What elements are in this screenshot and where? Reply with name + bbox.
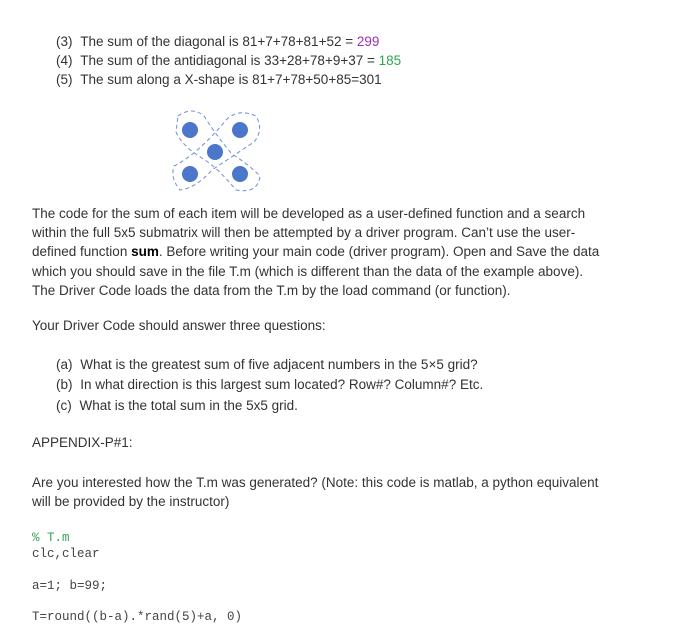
list-item: (3) The sum of the diagonal is 81+7+78+81+52 = 299 (56, 34, 380, 49)
diagonal-sum-value: 299 (356, 34, 380, 49)
code-line: a=1; b=99; (32, 579, 108, 593)
x-shape-dots-icon (168, 106, 268, 198)
appendix-text: Are you interested how the T.m was generated? (Note: this code is matlab, a python equivalent will be provided by the instructor) (32, 475, 599, 510)
code-comment: % T.m (32, 531, 70, 545)
antidiagonal-sum-value: 185 (378, 53, 402, 68)
list-item: (4) The sum of the antidiagonal is 33+28+78+9+37 = 185 (56, 53, 402, 68)
questions-intro: Your Driver Code should answer three questions: (32, 318, 326, 333)
question-item: (c) What is the total sum in the 5x5 grid. (56, 398, 298, 413)
code-line: T=round((b-a).*rand(5)+a, 0) (32, 610, 243, 624)
question-item: (a) What is the greatest sum of five adjacent numbers in the 5×5 grid? (56, 357, 478, 372)
question-item: (b) In what direction is this largest sum located? Row#? Column#? Etc. (56, 377, 484, 392)
code-line: clc,clear (32, 547, 100, 561)
sum-function-keyword: sum (131, 244, 159, 260)
list-item: (5) The sum along a X-shape is 81+7+78+50+85=301 (56, 72, 382, 87)
appendix-heading: APPENDIX-P#1: (32, 435, 133, 450)
description-paragraph: The code for the sum of each item will be developed as a user-defined function and a search within the full 5x5 submatrix will then be attempted by a driver program. Can’t use the user- defined function sum. Before writing your main code (driver program). Open and Save the data which you should save in the file T.m (which is different than the data of the example above). The Driver Code loads the data from the T.m by the load command (or function). (32, 206, 600, 298)
